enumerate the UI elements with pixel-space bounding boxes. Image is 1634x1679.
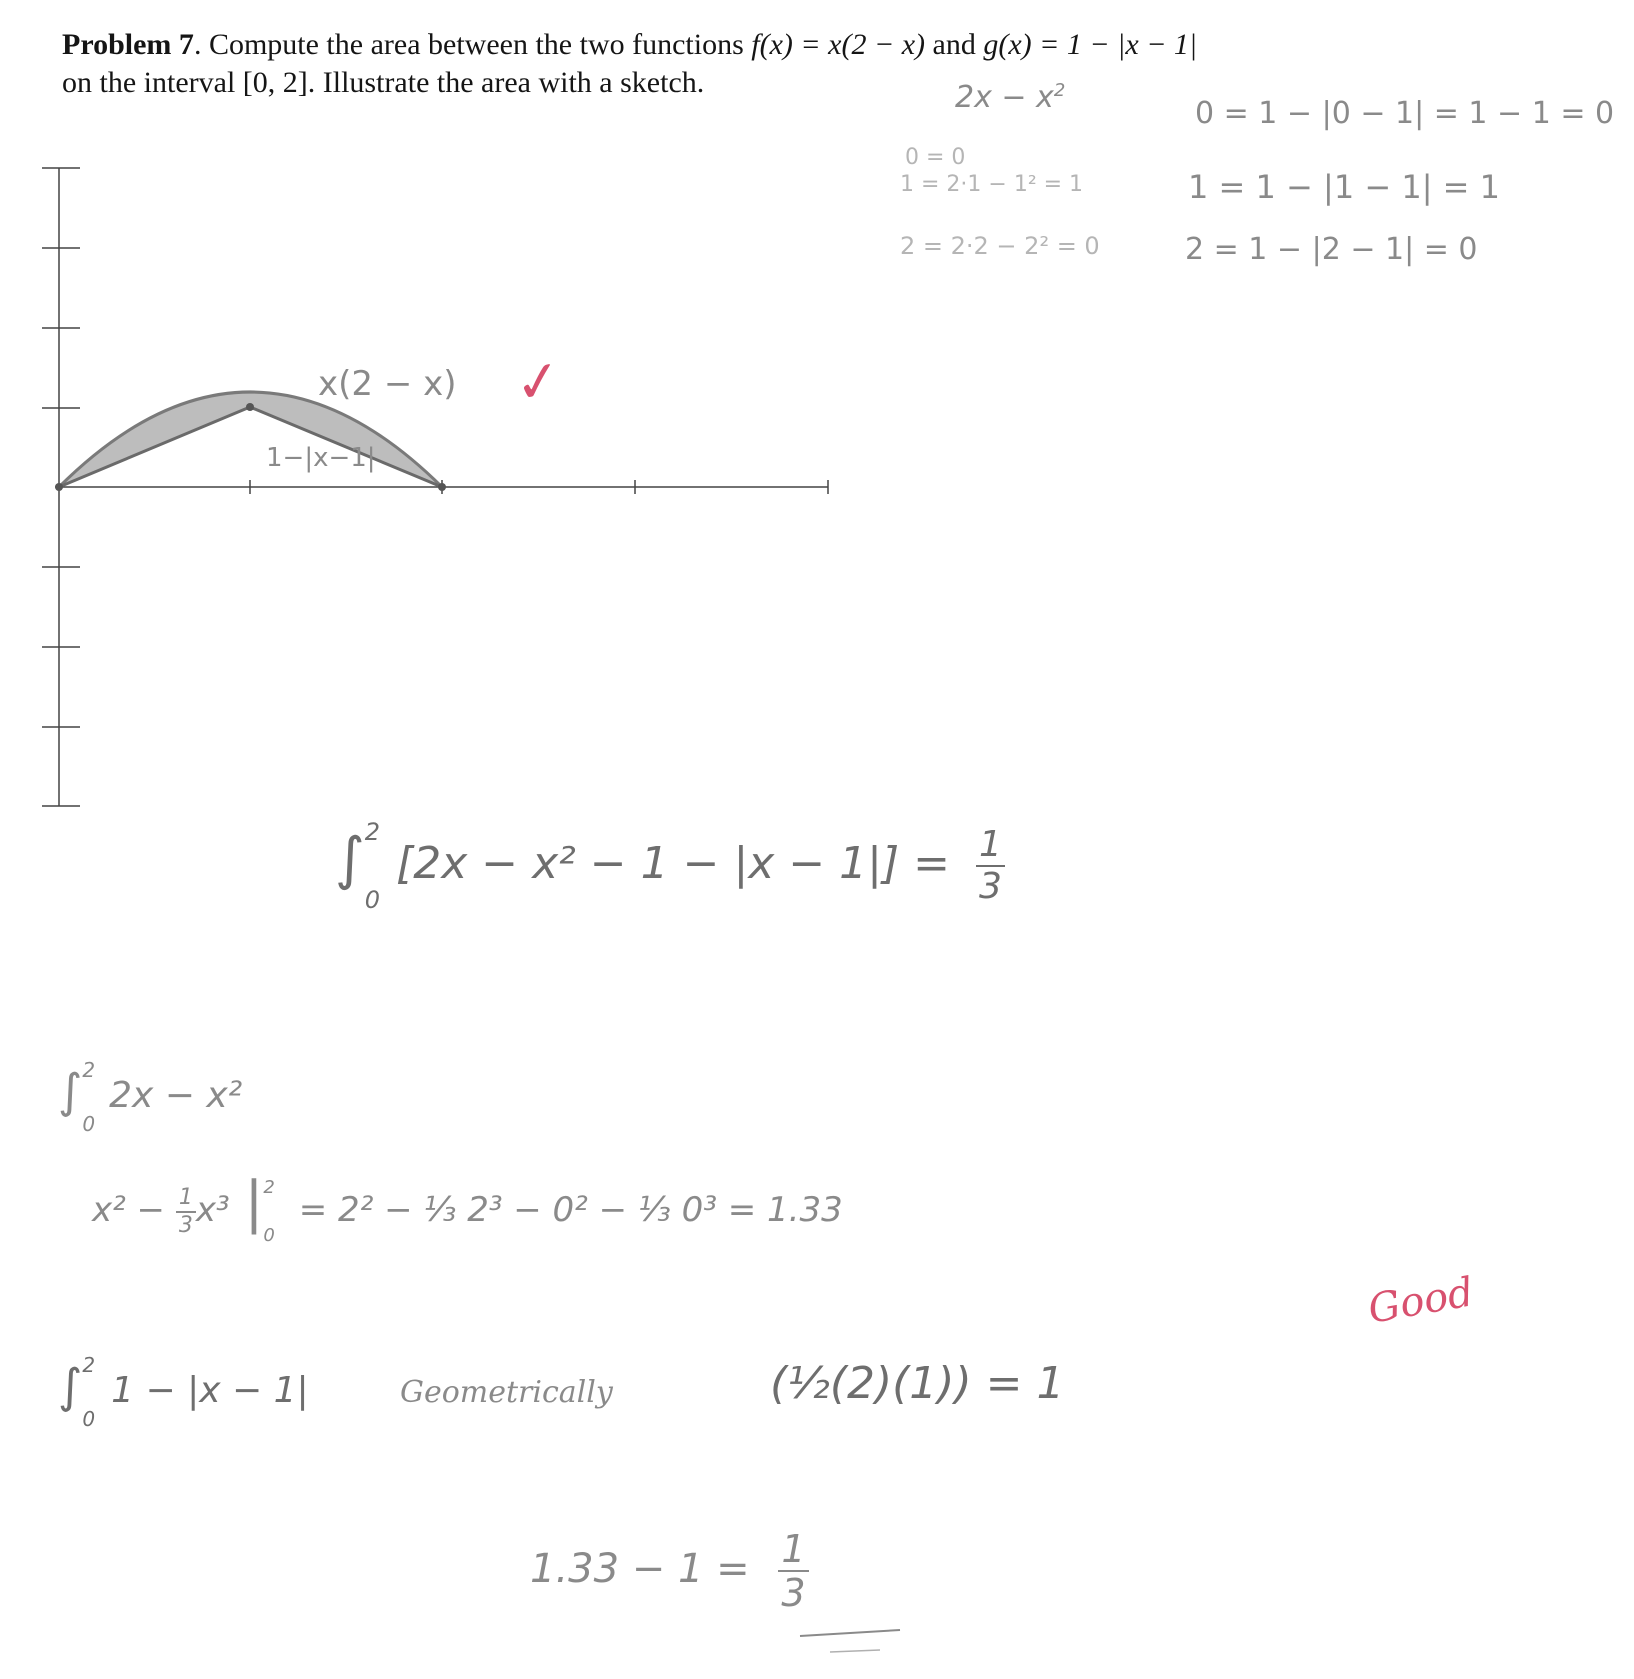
integral-sign-2: ∫ [58, 1065, 83, 1119]
label-g: 1−|x−1| [266, 443, 376, 473]
int2-body: 1 − |x − 1| [111, 1370, 309, 1411]
antideriv-x3: x³ [195, 1190, 230, 1230]
point-end [438, 483, 446, 491]
g-row-1: 1 = 1 − |1 − 1| = 1 [1188, 168, 1500, 206]
eval-bar: | [244, 1170, 264, 1235]
setup-result-num: 1 [976, 827, 1005, 867]
g-row-0: 0 = 1 − |0 − 1| = 1 − 1 = 0 [1195, 96, 1615, 131]
antideriv-bounds [263, 1176, 275, 1246]
final-den: 3 [781, 1571, 806, 1615]
int1-body: 2x − x² [109, 1075, 243, 1116]
geometrically-text: Geometrically [400, 1375, 613, 1410]
g-expression: g(x) = 1 − |x − 1| [983, 28, 1198, 61]
antideriv-eval: = 2² − ⅓ 2³ − 0² − ⅓ 0³ = 1.33 [298, 1190, 843, 1230]
f-row-0: 0 = 0 [905, 145, 966, 170]
label-f: x(2 − x) [318, 364, 457, 404]
geo-calc: (½(2)(1)) = 1 [770, 1358, 1065, 1409]
check-mark: ✓ [510, 347, 567, 418]
integral-1 [58, 1060, 242, 1134]
setup-body: [2x − x² − 1 − |x − 1|] = [396, 838, 951, 889]
final-frac [778, 1527, 808, 1615]
point-peak [246, 403, 254, 411]
antideriv-upper: 2 [263, 1176, 275, 1198]
int1-upper: 2 [82, 1058, 96, 1082]
antideriv-lower: 0 [263, 1224, 275, 1246]
setup-result [976, 824, 1005, 907]
int2-bounds [82, 1355, 95, 1429]
setup-lower: 0 [364, 886, 381, 914]
problem-text-1: . Compute the area between the two functions [193, 28, 752, 61]
problem-label: Problem 7 [62, 28, 194, 61]
antideriv-frac [176, 1184, 196, 1238]
antideriv-left: x² − [92, 1190, 176, 1230]
int2-lower: 0 [82, 1407, 96, 1431]
antideriv-frac-num: 1 [176, 1187, 196, 1213]
final-answer [530, 1527, 809, 1615]
antideriv-frac-den: 3 [178, 1212, 193, 1238]
antiderivative [92, 1170, 843, 1245]
f-simplified-exp: 2 [1053, 80, 1066, 101]
point-origin [55, 483, 63, 491]
integral-sign-3: ∫ [58, 1360, 83, 1414]
setup-result-den: 3 [979, 866, 1002, 907]
integral-sign-1: ∫ [335, 826, 365, 892]
f-expression: f(x) = x(2 − x) [751, 28, 926, 61]
setup-upper: 2 [364, 818, 381, 846]
f-simplified-text: 2x − x [955, 80, 1054, 115]
int1-lower: 0 [82, 1112, 96, 1136]
final-left: 1.33 − 1 = [530, 1546, 750, 1592]
integral-2 [58, 1355, 309, 1429]
final-num: 1 [778, 1530, 808, 1572]
int2-upper: 2 [82, 1353, 96, 1377]
f-row-1: 1 = 2·1 − 1² = 1 [900, 172, 1084, 197]
g-row-2: 2 = 1 − |2 − 1| = 0 [1185, 232, 1478, 267]
problem-line-2: on the interval [0, 2]. Illustrate the area with a sketch. [62, 66, 705, 99]
grader-comment: Good [1364, 1269, 1477, 1333]
int1-bounds [82, 1060, 95, 1134]
setup-bounds [365, 820, 380, 912]
f-row-2: 2 = 2·2 − 2² = 0 [900, 232, 1100, 260]
and-text: and [925, 28, 984, 61]
setup-integral [335, 820, 1005, 912]
